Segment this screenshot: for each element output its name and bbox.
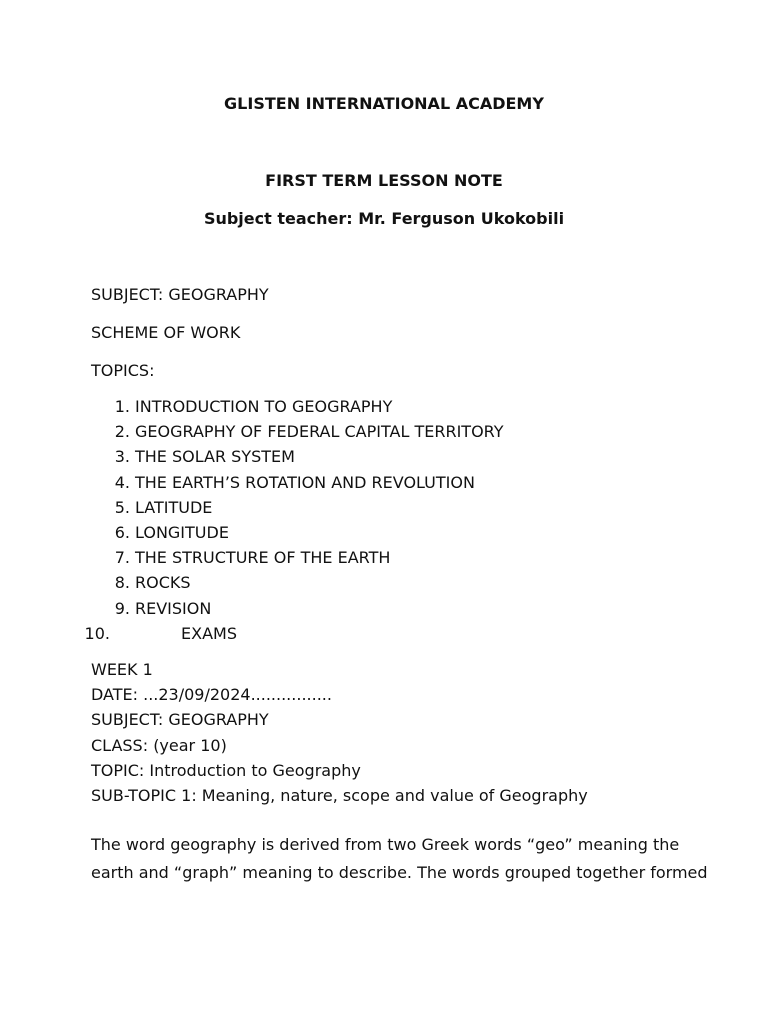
lesson-subtopic: SUB-TOPIC 1: Meaning, nature, scope and value of Geography	[91, 786, 588, 805]
topic-number: 7.	[114, 548, 130, 568]
topic-label: THE SOLAR SYSTEM	[135, 447, 295, 467]
school-name: GLISTEN INTERNATIONAL ACADEMY	[224, 94, 544, 113]
topic-label: GEOGRAPHY OF FEDERAL CAPITAL TERRITORY	[135, 422, 504, 442]
lesson-date: DATE: ...23/09/2024................	[91, 685, 332, 704]
topic-number: 9.	[114, 598, 130, 618]
week-label: WEEK 1	[91, 660, 153, 679]
topic-label: INTRODUCTION TO GEOGRAPHY	[135, 397, 393, 416]
topic-number: 4.	[114, 472, 130, 492]
topic-label: REVISION	[135, 598, 212, 618]
topics-label: TOPICS:	[91, 361, 155, 380]
scheme-of-work-title: SCHEME OF WORK	[91, 323, 241, 342]
topic-label: LONGITUDE	[135, 522, 229, 542]
note-title: FIRST TERM LESSON NOTE	[265, 171, 503, 190]
topic-number: 3.	[114, 447, 130, 467]
topic-number: 2.	[114, 422, 130, 442]
subject-teacher: Subject teacher: Mr. Ferguson Ukokobili	[203, 209, 565, 228]
scheme-subject: SUBJECT: GEOGRAPHY	[91, 285, 269, 304]
lesson-class: CLASS: (year 10)	[91, 736, 227, 755]
topic-number: 5.	[114, 497, 130, 517]
topic-label: ROCKS	[135, 573, 191, 593]
topic-number: 8.	[114, 573, 130, 593]
topic-number: 1.	[114, 397, 130, 416]
topic-number: 10.	[84, 623, 110, 643]
topic-label: THE EARTH’S ROTATION AND REVOLUTION	[135, 472, 475, 492]
topic-label: LATITUDE	[135, 497, 213, 517]
lesson-subject: SUBJECT: GEOGRAPHY	[91, 710, 269, 729]
topic-label: EXAMS	[181, 623, 237, 643]
topic-label: THE STRUCTURE OF THE EARTH	[135, 548, 391, 568]
lesson-topic: TOPIC: Introduction to Geography	[91, 761, 361, 780]
topic-number: 6.	[114, 522, 130, 542]
body-paragraph-line: The word geography is derived from two Greek words “geo” meaning the	[91, 835, 680, 854]
body-paragraph-line: earth and “graph” meaning to describe. The words grouped together formed	[91, 863, 708, 882]
